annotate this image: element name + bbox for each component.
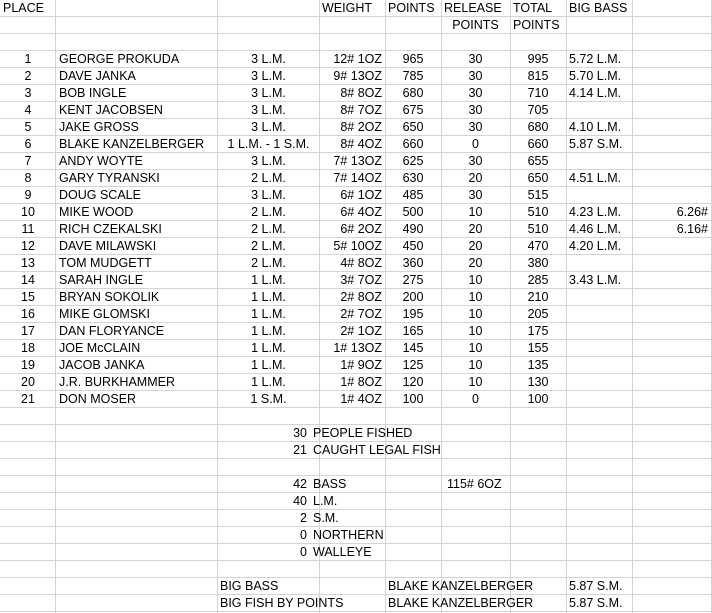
award-big-bass-winner: BLAKE KANZELBERGER bbox=[388, 579, 534, 593]
fish-caught: 2 L.M. bbox=[251, 171, 286, 185]
points-cell: 965 bbox=[402, 52, 424, 66]
angler-name: BRYAN SOKOLIK bbox=[59, 290, 160, 304]
points-cell: 145 bbox=[402, 341, 424, 355]
angler-name: GARY TYRANSKI bbox=[59, 171, 160, 185]
place-cell: 5 bbox=[24, 120, 32, 134]
angler-name: DAVE MILAWSKI bbox=[59, 239, 157, 253]
big-bass-cell bbox=[566, 102, 632, 119]
angler-name: BOB INGLE bbox=[59, 86, 127, 100]
header-release-points: POINTS bbox=[452, 18, 499, 32]
place-cell: 20 bbox=[21, 375, 35, 389]
people-fished-count: 30 bbox=[293, 426, 307, 440]
big-bass-cell bbox=[566, 187, 632, 204]
angler-name: MIKE GLOMSKI bbox=[59, 307, 150, 321]
release-cell: 10 bbox=[468, 290, 483, 304]
total-cell: 175 bbox=[527, 324, 549, 338]
place-cell: 4 bbox=[24, 103, 32, 117]
extra-weight-cell bbox=[632, 289, 711, 306]
angler-name: TOM MUDGETT bbox=[59, 256, 152, 270]
fish-caught: 3 L.M. bbox=[251, 52, 286, 66]
points-cell: 165 bbox=[402, 324, 424, 338]
extra-weight-cell bbox=[632, 136, 711, 153]
total-cell: 660 bbox=[527, 137, 549, 151]
bass-count: 42 bbox=[293, 477, 307, 491]
extra-weight-cell bbox=[632, 238, 711, 255]
total-cell: 470 bbox=[527, 239, 549, 253]
fish-caught: 3 L.M. bbox=[251, 120, 286, 134]
place-cell: 17 bbox=[21, 324, 35, 338]
total-cell: 815 bbox=[527, 69, 549, 83]
place-cell: 21 bbox=[21, 392, 35, 406]
award-big-fish-winner: BLAKE KANZELBERGER bbox=[388, 596, 534, 610]
extra-weight-cell bbox=[632, 85, 711, 102]
extra-weight-cell bbox=[632, 51, 711, 68]
extra-weight-cell bbox=[632, 340, 711, 357]
big-bass-cell bbox=[566, 357, 632, 374]
extra-weight-cell bbox=[632, 391, 711, 408]
fish-caught: 3 L.M. bbox=[251, 86, 286, 100]
total-cell: 995 bbox=[527, 52, 549, 66]
weight-cell: 2# 8OZ bbox=[340, 290, 382, 304]
big-bass-cell bbox=[566, 153, 632, 170]
angler-name: GEORGE PROKUDA bbox=[59, 52, 180, 66]
big-bass-cell bbox=[566, 323, 632, 340]
award-big-fish-value: 5.87 S.M. bbox=[569, 596, 623, 610]
place-cell: 12 bbox=[21, 239, 35, 253]
angler-name: DAVE JANKA bbox=[59, 69, 136, 83]
total-cell: 680 bbox=[527, 120, 549, 134]
fish-caught: 1 L.M. bbox=[251, 375, 286, 389]
points-cell: 275 bbox=[402, 273, 424, 287]
fish-caught: 2 L.M. bbox=[251, 222, 286, 236]
weight-cell: 8# 2OZ bbox=[340, 120, 382, 134]
release-cell: 10 bbox=[468, 324, 483, 338]
extra-weight-cell bbox=[632, 357, 711, 374]
total-cell: 210 bbox=[527, 290, 549, 304]
release-cell: 10 bbox=[468, 358, 483, 372]
angler-name: BLAKE KANZELBERGER bbox=[59, 137, 205, 151]
big-bass-cell: 4.23 L.M. bbox=[569, 205, 622, 219]
fish-caught: 3 L.M. bbox=[251, 154, 286, 168]
fish-caught: 3 L.M. bbox=[251, 69, 286, 83]
release-cell: 30 bbox=[468, 188, 483, 202]
total-cell: 705 bbox=[527, 103, 549, 117]
release-cell: 30 bbox=[468, 103, 483, 117]
header-weight: WEIGHT bbox=[322, 1, 372, 15]
award-big-bass-value: 5.87 S.M. bbox=[569, 579, 623, 593]
release-cell: 20 bbox=[468, 171, 483, 185]
extra-weight-cell bbox=[632, 153, 711, 170]
weight-cell: 5# 10OZ bbox=[333, 239, 382, 253]
extra-weight-cell: 6.16# bbox=[676, 222, 708, 236]
total-cell: 285 bbox=[527, 273, 549, 287]
points-cell: 485 bbox=[402, 188, 424, 202]
points-cell: 675 bbox=[402, 103, 424, 117]
place-cell: 11 bbox=[21, 222, 35, 236]
extra-weight-cell bbox=[632, 374, 711, 391]
angler-name: DAN FLORYANCE bbox=[59, 324, 165, 338]
weight-cell: 2# 1OZ bbox=[340, 324, 382, 338]
fish-caught: 2 L.M. bbox=[251, 205, 286, 219]
big-bass-cell bbox=[566, 391, 632, 408]
points-cell: 120 bbox=[402, 375, 424, 389]
total-cell: 710 bbox=[527, 86, 549, 100]
weight-cell: 6# 4OZ bbox=[340, 205, 382, 219]
release-cell: 30 bbox=[468, 69, 483, 83]
big-bass-cell: 5.87 S.M. bbox=[569, 137, 623, 151]
fish-caught: 1 L.M. - 1 S.M. bbox=[227, 137, 310, 151]
big-bass-cell bbox=[566, 255, 632, 272]
points-cell: 630 bbox=[402, 171, 424, 185]
release-cell: 0 bbox=[472, 137, 479, 151]
weight-cell: 7# 13OZ bbox=[333, 154, 382, 168]
big-bass-cell bbox=[566, 289, 632, 306]
header-big-bass: BIG BASS bbox=[569, 1, 628, 15]
weight-cell: 8# 8OZ bbox=[340, 86, 382, 100]
big-bass-cell bbox=[566, 306, 632, 323]
release-cell: 10 bbox=[468, 205, 483, 219]
extra-weight-cell bbox=[632, 68, 711, 85]
points-cell: 200 bbox=[402, 290, 424, 304]
release-cell: 20 bbox=[468, 222, 483, 236]
big-bass-cell: 5.70 L.M. bbox=[569, 69, 622, 83]
header-place: PLACE bbox=[3, 1, 44, 15]
northern-count: 0 bbox=[300, 528, 307, 542]
total-cell: 515 bbox=[527, 188, 549, 202]
fish-caught: 1 L.M. bbox=[251, 341, 286, 355]
total-cell: 155 bbox=[527, 341, 549, 355]
total-cell: 100 bbox=[527, 392, 549, 406]
big-bass-cell: 4.10 L.M. bbox=[569, 120, 622, 134]
extra-weight-cell bbox=[632, 102, 711, 119]
release-cell: 10 bbox=[468, 273, 483, 287]
angler-name: JAKE GROSS bbox=[59, 120, 139, 134]
place-cell: 7 bbox=[24, 154, 32, 168]
angler-name: ANDY WOYTE bbox=[59, 154, 143, 168]
release-cell: 10 bbox=[468, 341, 483, 355]
points-cell: 500 bbox=[402, 205, 424, 219]
place-cell: 10 bbox=[21, 205, 35, 219]
total-cell: 650 bbox=[527, 171, 549, 185]
walleye-count: 0 bbox=[300, 545, 307, 559]
weight-cell: 7# 14OZ bbox=[333, 171, 382, 185]
caught-legal-count: 21 bbox=[293, 443, 307, 457]
weight-cell: 6# 1OZ bbox=[340, 188, 382, 202]
bass-total-weight: 115# 6OZ bbox=[447, 477, 502, 491]
points-cell: 450 bbox=[402, 239, 424, 253]
big-bass-cell bbox=[566, 374, 632, 391]
extra-weight-cell bbox=[632, 255, 711, 272]
sm-count: 2 bbox=[300, 511, 307, 525]
weight-cell: 1# 9OZ bbox=[340, 358, 382, 372]
big-bass-cell: 4.46 L.M. bbox=[569, 222, 622, 236]
angler-name: J.R. BURKHAMMER bbox=[59, 375, 175, 389]
release-cell: 20 bbox=[468, 256, 483, 270]
extra-weight-cell bbox=[632, 306, 711, 323]
points-cell: 100 bbox=[402, 392, 424, 406]
points-cell: 650 bbox=[402, 120, 424, 134]
total-cell: 205 bbox=[527, 307, 549, 321]
place-cell: 6 bbox=[24, 137, 32, 151]
release-cell: 30 bbox=[468, 120, 483, 134]
fish-caught: 1 L.M. bbox=[251, 324, 286, 338]
weight-cell: 12# 1OZ bbox=[333, 52, 382, 66]
row-gridline bbox=[0, 33, 712, 34]
weight-cell: 1# 8OZ bbox=[340, 375, 382, 389]
weight-cell: 8# 4OZ bbox=[340, 137, 382, 151]
header-release: RELEASE bbox=[444, 1, 502, 15]
place-cell: 16 bbox=[21, 307, 35, 321]
extra-weight-cell: 6.26# bbox=[676, 205, 708, 219]
angler-name: JOE McCLAIN bbox=[59, 341, 141, 355]
big-bass-cell: 4.20 L.M. bbox=[569, 239, 622, 253]
place-cell: 3 bbox=[24, 86, 32, 100]
award-big-fish-label: BIG FISH BY POINTS bbox=[220, 596, 344, 610]
weight-cell: 9# 13OZ bbox=[333, 69, 382, 83]
northern-label: NORTHERN bbox=[313, 528, 384, 542]
points-cell: 195 bbox=[402, 307, 424, 321]
points-cell: 785 bbox=[402, 69, 424, 83]
fish-caught: 2 L.M. bbox=[251, 239, 286, 253]
weight-cell: 4# 8OZ bbox=[340, 256, 382, 270]
total-cell: 380 bbox=[527, 256, 549, 270]
points-cell: 125 bbox=[402, 358, 424, 372]
weight-cell: 6# 2OZ bbox=[340, 222, 382, 236]
release-cell: 10 bbox=[468, 307, 483, 321]
angler-name: MIKE WOOD bbox=[59, 205, 134, 219]
place-cell: 1 bbox=[24, 52, 32, 66]
award-big-bass-label: BIG BASS bbox=[220, 579, 279, 593]
lm-label: L.M. bbox=[313, 494, 338, 508]
total-cell: 510 bbox=[527, 205, 549, 219]
place-cell: 14 bbox=[21, 273, 35, 287]
header-points: POINTS bbox=[388, 1, 435, 15]
points-cell: 490 bbox=[402, 222, 424, 236]
release-cell: 30 bbox=[468, 154, 483, 168]
fish-caught: 2 L.M. bbox=[251, 256, 286, 270]
fish-caught: 1 L.M. bbox=[251, 290, 286, 304]
release-cell: 20 bbox=[468, 239, 483, 253]
big-bass-cell: 4.14 L.M. bbox=[569, 86, 622, 100]
weight-cell: 3# 7OZ bbox=[340, 273, 382, 287]
total-cell: 130 bbox=[527, 375, 549, 389]
people-fished-label: PEOPLE FISHED bbox=[313, 426, 413, 440]
big-bass-cell: 4.51 L.M. bbox=[569, 171, 622, 185]
lm-count: 40 bbox=[293, 494, 307, 508]
total-cell: 135 bbox=[527, 358, 549, 372]
points-cell: 625 bbox=[402, 154, 424, 168]
header-total: TOTAL bbox=[513, 1, 553, 15]
points-cell: 680 bbox=[402, 86, 424, 100]
total-cell: 655 bbox=[527, 154, 549, 168]
bass-label: BASS bbox=[313, 477, 347, 491]
place-cell: 13 bbox=[21, 256, 35, 270]
angler-name: SARAH INGLE bbox=[59, 273, 144, 287]
extra-weight-cell bbox=[632, 187, 711, 204]
big-bass-cell bbox=[566, 340, 632, 357]
place-cell: 8 bbox=[24, 171, 32, 185]
extra-weight-cell bbox=[632, 323, 711, 340]
place-cell: 18 bbox=[21, 341, 35, 355]
fish-caught: 1 L.M. bbox=[251, 307, 286, 321]
angler-name: RICH CZEKALSKI bbox=[59, 222, 162, 236]
extra-weight-cell bbox=[632, 272, 711, 289]
big-bass-cell: 5.72 L.M. bbox=[569, 52, 622, 66]
place-cell: 2 bbox=[24, 69, 32, 83]
release-cell: 30 bbox=[468, 86, 483, 100]
points-cell: 660 bbox=[402, 137, 424, 151]
place-cell: 9 bbox=[24, 188, 32, 202]
fish-caught: 3 L.M. bbox=[251, 103, 286, 117]
points-cell: 360 bbox=[402, 256, 424, 270]
total-cell: 510 bbox=[527, 222, 549, 236]
walleye-label: WALLEYE bbox=[313, 545, 372, 559]
release-cell: 30 bbox=[468, 52, 483, 66]
angler-name: KENT JACOBSEN bbox=[59, 103, 163, 117]
sm-label: S.M. bbox=[313, 511, 339, 525]
fish-caught: 1 S.M. bbox=[250, 392, 287, 406]
release-cell: 0 bbox=[472, 392, 479, 406]
place-cell: 15 bbox=[21, 290, 35, 304]
weight-cell: 1# 4OZ bbox=[340, 392, 382, 406]
caught-legal-label: CAUGHT LEGAL FISH bbox=[313, 443, 441, 457]
fish-caught: 1 L.M. bbox=[251, 273, 286, 287]
extra-weight-cell bbox=[632, 170, 711, 187]
place-cell: 19 bbox=[21, 358, 35, 372]
weight-cell: 1# 13OZ bbox=[333, 341, 382, 355]
fish-caught: 3 L.M. bbox=[251, 188, 286, 202]
release-cell: 10 bbox=[468, 375, 483, 389]
weight-cell: 8# 7OZ bbox=[340, 103, 382, 117]
weight-cell: 2# 7OZ bbox=[340, 307, 382, 321]
extra-weight-cell bbox=[632, 119, 711, 136]
angler-name: DON MOSER bbox=[59, 392, 137, 406]
angler-name: JACOB JANKA bbox=[59, 358, 145, 372]
header-total-points: POINTS bbox=[513, 18, 560, 32]
big-bass-cell: 3.43 L.M. bbox=[569, 273, 622, 287]
fish-caught: 1 L.M. bbox=[251, 358, 286, 372]
angler-name: DOUG SCALE bbox=[59, 188, 141, 202]
